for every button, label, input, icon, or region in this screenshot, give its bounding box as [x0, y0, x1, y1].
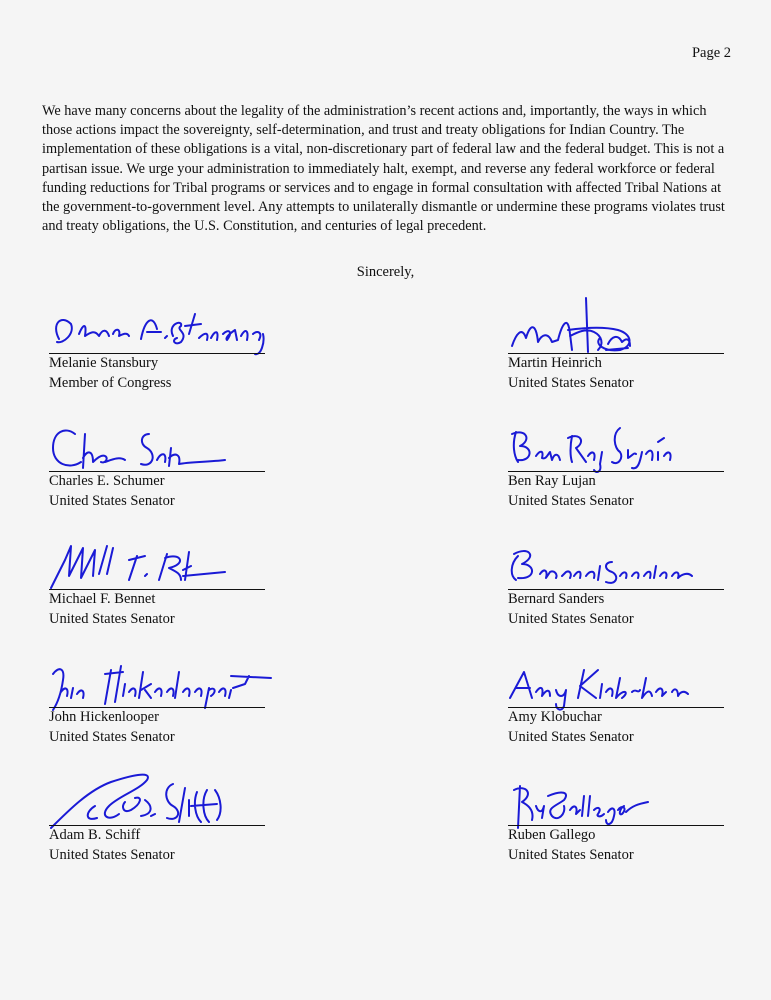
signature-line — [49, 589, 265, 590]
signature-area — [49, 648, 265, 708]
signature-area — [49, 530, 265, 590]
signer-title: United States Senator — [508, 374, 634, 391]
signature-line — [49, 353, 265, 354]
signature-block — [508, 530, 724, 629]
signer-name: Amy Klobuchar — [508, 709, 602, 725]
signature-stansbury — [49, 294, 265, 354]
signer-title: United States Senator — [508, 846, 634, 863]
signature-heinrich — [508, 294, 724, 354]
signature-gallego — [508, 766, 724, 826]
signature-block — [49, 412, 265, 511]
signature-hickenlooper — [49, 648, 265, 708]
signer-title: United States Senator — [508, 492, 634, 509]
signature-block — [49, 294, 265, 393]
letter-body: We have many concerns about the legality of the administration’s recent actions and, importantly, the ways in which those actions impact the sovereignty, self-determination, and trust and treaty obligations for Indian Country. The implementation of these obligations is a vital, non-discretionary part of federal law and the federal budget. This is not a partisan issue. We urge your administration to immediately halt, exempt, and reverse any federal workforce or federal funding reductions for Tribal programs or services and to engage in formal consultation with affected Tribal Nations at the government-to-government level. Any attempts to unilaterally dismantle or undermine these programs violates trust and treaty obligations, the U.S. Constitution, and centuries of legal precedent. — [42, 103, 725, 235]
signer-name: Ruben Gallego — [508, 827, 596, 843]
signer-title: United States Senator — [508, 610, 634, 627]
signature-block — [49, 530, 265, 629]
signature-line — [508, 825, 724, 826]
signature-block — [508, 294, 724, 393]
signer-title: Member of Congress — [49, 374, 172, 391]
signature-line — [508, 471, 724, 472]
signature-block — [508, 648, 724, 747]
signature-area — [508, 766, 724, 826]
signer-name: Bernard Sanders — [508, 591, 605, 607]
signature-lujan — [508, 412, 724, 472]
signature-area — [49, 766, 265, 826]
signature-klobuchar — [508, 648, 724, 708]
signature-line — [49, 707, 265, 708]
signature-block — [508, 412, 724, 511]
signer-title: United States Senator — [49, 492, 175, 509]
signature-line — [49, 825, 265, 826]
page-number: Page 2 — [691, 45, 731, 61]
signer-name: Martin Heinrich — [508, 355, 602, 371]
signature-block — [49, 648, 265, 747]
signer-name: John Hickenlooper — [49, 709, 159, 725]
signature-schiff — [49, 766, 265, 826]
signer-title: United States Senator — [49, 728, 175, 745]
signature-area — [508, 412, 724, 472]
signature-block — [508, 766, 724, 865]
signer-title: United States Senator — [508, 728, 634, 745]
signer-title: United States Senator — [49, 610, 175, 627]
signature-area — [49, 294, 265, 354]
signer-name: Ben Ray Lujan — [508, 473, 596, 489]
closing: Sincerely, — [356, 264, 415, 280]
signature-schumer — [49, 412, 265, 472]
signature-area — [49, 412, 265, 472]
signature-sanders — [508, 530, 724, 590]
signature-line — [508, 707, 724, 708]
signer-name: Adam B. Schiff — [49, 827, 141, 843]
signature-area — [508, 530, 724, 590]
signature-line — [49, 471, 265, 472]
signature-block — [49, 766, 265, 865]
signer-title: United States Senator — [49, 846, 175, 863]
signer-name: Michael F. Bennet — [49, 591, 156, 607]
signature-area — [508, 294, 724, 354]
signature-bennet — [49, 530, 265, 590]
signature-line — [508, 353, 724, 354]
signature-line — [508, 589, 724, 590]
signer-name: Charles E. Schumer — [49, 473, 165, 489]
signer-name: Melanie Stansbury — [49, 355, 159, 371]
signature-area — [508, 648, 724, 708]
